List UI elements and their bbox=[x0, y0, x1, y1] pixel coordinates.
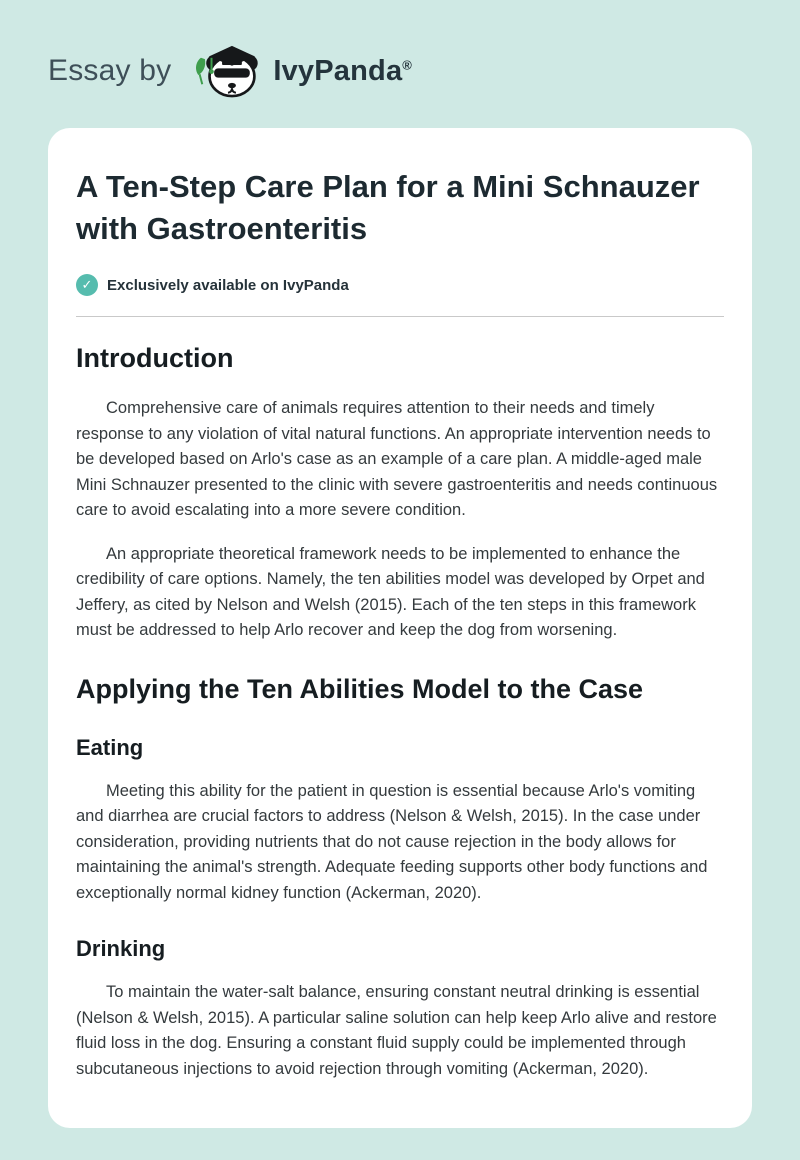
drinking-heading: Drinking bbox=[76, 936, 166, 961]
check-icon: ✓ bbox=[76, 274, 98, 296]
brand-text: IvyPanda bbox=[273, 54, 403, 87]
essay-card bbox=[48, 128, 752, 1128]
eating-heading: Eating bbox=[76, 734, 144, 760]
divider bbox=[76, 316, 724, 317]
eating-paragraph: Meeting this ability for the patient in question is essential because Arlo's vomiting and diarrhea are crucial factors to address (Nelson & Welsh, 2015). In the case under consideration, providing nutrients that do not cause rejection in the body allows for maintaining the animal's strength. Adequate feeding supports other body functions and exceptionally normal kidney function (Ackerman, 2020). bbox=[76, 781, 708, 902]
site-header bbox=[0, 0, 800, 128]
drinking-paragraph: To maintain the water-salt balance, ensuring constant neutral drinking is essential (Nelson & Welsh, 2015). A particular saline solution can help keep Arlo alive and restore fluid loss in the dog. Ensuring a constant fluid supply could be implemented through subcutaneous injections to avoid rejection through vomiting (Ackerman, 2020). bbox=[76, 983, 717, 1078]
panda-graduate-icon bbox=[191, 38, 265, 104]
ivypanda-logo[interactable] bbox=[191, 38, 412, 104]
introduction-paragraph-2: An appropriate theoretical framework needs to be implemented to enhance the credibility of care options. Namely, the ten abilities model was developed by Orpet and Jeffery, as cited by Nelson and Welsh (2015). Each of the ten steps in this framework must be addressed to help Arlo recover and keep the dog from worsening. bbox=[76, 544, 705, 639]
essay-by-label: Essay by bbox=[48, 54, 172, 87]
brand-name bbox=[273, 55, 412, 88]
registered-mark: ® bbox=[402, 56, 413, 72]
availability-badge-text: Exclusively available on IvyPanda bbox=[107, 276, 349, 294]
introduction-paragraph-1: Comprehensive care of animals requires attention to their needs and timely response to any violation of vital natural functions. An appropriate intervention needs to be developed based on Arlo's case as an example of a care plan. A middle-aged male Mini Schnauzer presented to the clinic with severe gastroenteritis and needs continuous care to avoid escalating into a more severe condition. bbox=[76, 399, 718, 519]
page-title: A Ten-Step Care Plan for a Mini Schnauzer with Gastroenteritis bbox=[76, 169, 700, 246]
model-heading: Applying the Ten Abilities Model to the Case bbox=[76, 673, 644, 704]
availability-badge bbox=[76, 274, 724, 296]
introduction-heading: Introduction bbox=[76, 343, 234, 373]
